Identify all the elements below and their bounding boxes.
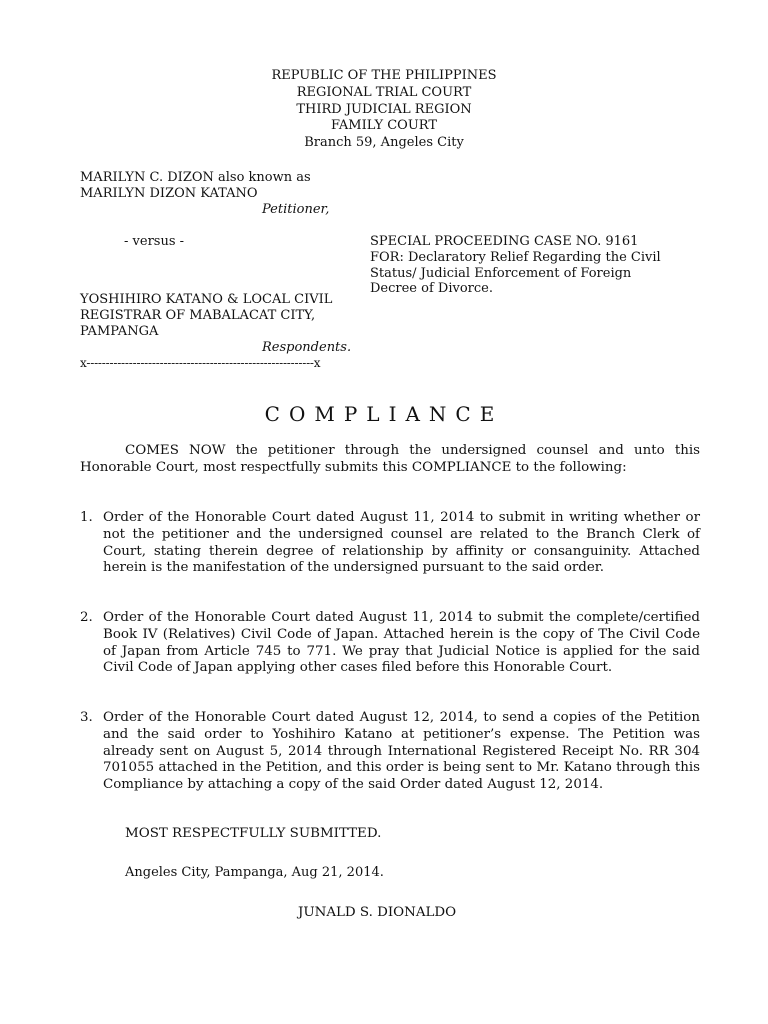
- caption-family-court: FAMILY COURT: [330, 118, 438, 134]
- caption-branch: Branch 59, Angeles City: [304, 135, 464, 151]
- respondents-line2: REGISTRAR OF MABALACAT CITY,: [80, 307, 316, 323]
- item-text: Order of the Honorable Court dated August 11, 2014 to submit the complete/certified Book IV (Relatives) Civil Code of Japan. Attached herein is the copy of The Civil Code of Japan from Article 745 to 771. We pray that Judicial Notice is applied for the said Civil Code of Japan applying other cases filed before this Honorable Court.: [103, 610, 700, 676]
- caption-region: THIRD JUDICIAL REGION: [296, 101, 472, 117]
- respondents-line3: PAMPANGA: [80, 323, 159, 339]
- respondents-role: Respondents.: [262, 340, 352, 355]
- signatory-name: JUNALD S. DIONALDO: [298, 905, 457, 920]
- case-for-line3: Decree of Divorce.: [370, 281, 493, 297]
- petitioner-block: [80, 170, 311, 202]
- respondents-block: [80, 292, 332, 339]
- case-number: SPECIAL PROCEEDING CASE NO. 9161: [370, 234, 639, 249]
- caption-republic: REPUBLIC OF THE PHILIPPINES: [271, 68, 497, 83]
- item-text: Order of the Honorable Court dated August 12, 2014, to send a copies of the Petition and the said order to Yoshihiro Katano at petitioner’s expense. The Petition was already sent on August 5, 2014 through International Registered Receipt No. RR 304 701055 attached in the Petition, and this order is being sent to Mr. Katano through this Compliance by attaching a copy of the said Order dated August 12, 2014.: [103, 710, 700, 793]
- petitioner-name-line1: MARILYN C. DIZON also known as: [80, 170, 311, 185]
- item-text: Order of the Honorable Court dated August 11, 2014 to submit in writing whether or not the petitioner and the undersigned counsel are related to the Branch Clerk of Court, stating therein degree of relationship by affinity or consanguinity. Attached herein is the manifestation of the undersigned pursuant to the said order.: [103, 510, 700, 576]
- item-number: 2.: [80, 610, 93, 625]
- item-number: 1.: [80, 510, 93, 525]
- item-number: 3.: [80, 710, 93, 725]
- place-and-date: Angeles City, Pampanga, Aug 21, 2014.: [125, 865, 384, 880]
- case-for-line1: FOR: Declaratory Relief Regarding the Civil: [370, 249, 661, 265]
- respondents-line1: YOSHIHIRO KATANO & LOCAL CIVIL: [80, 292, 333, 307]
- caption-court: REGIONAL TRIAL COURT: [296, 84, 472, 100]
- document-title: COMPLIANCE: [264, 402, 504, 426]
- versus-label: - versus -: [124, 234, 185, 249]
- petitioner-name-line2: MARILYN DIZON KATANO: [80, 185, 258, 201]
- intro-text: COMES NOW the petitioner through the undersigned counsel and unto this Honorable Court, most respectfully submits this COMPLIANCE to the following:: [80, 443, 700, 475]
- court-caption: [0, 68, 768, 152]
- closing-statement: MOST RESPECTFULLY SUBMITTED.: [125, 826, 382, 841]
- case-for-line2: Status/ Judicial Enforcement of Foreign: [370, 265, 632, 281]
- intro-paragraph: [80, 443, 700, 477]
- petitioner-role: Petitioner,: [262, 202, 330, 217]
- caption-separator: x-----------------------------------------------------------x: [80, 356, 321, 370]
- case-block: [370, 234, 661, 297]
